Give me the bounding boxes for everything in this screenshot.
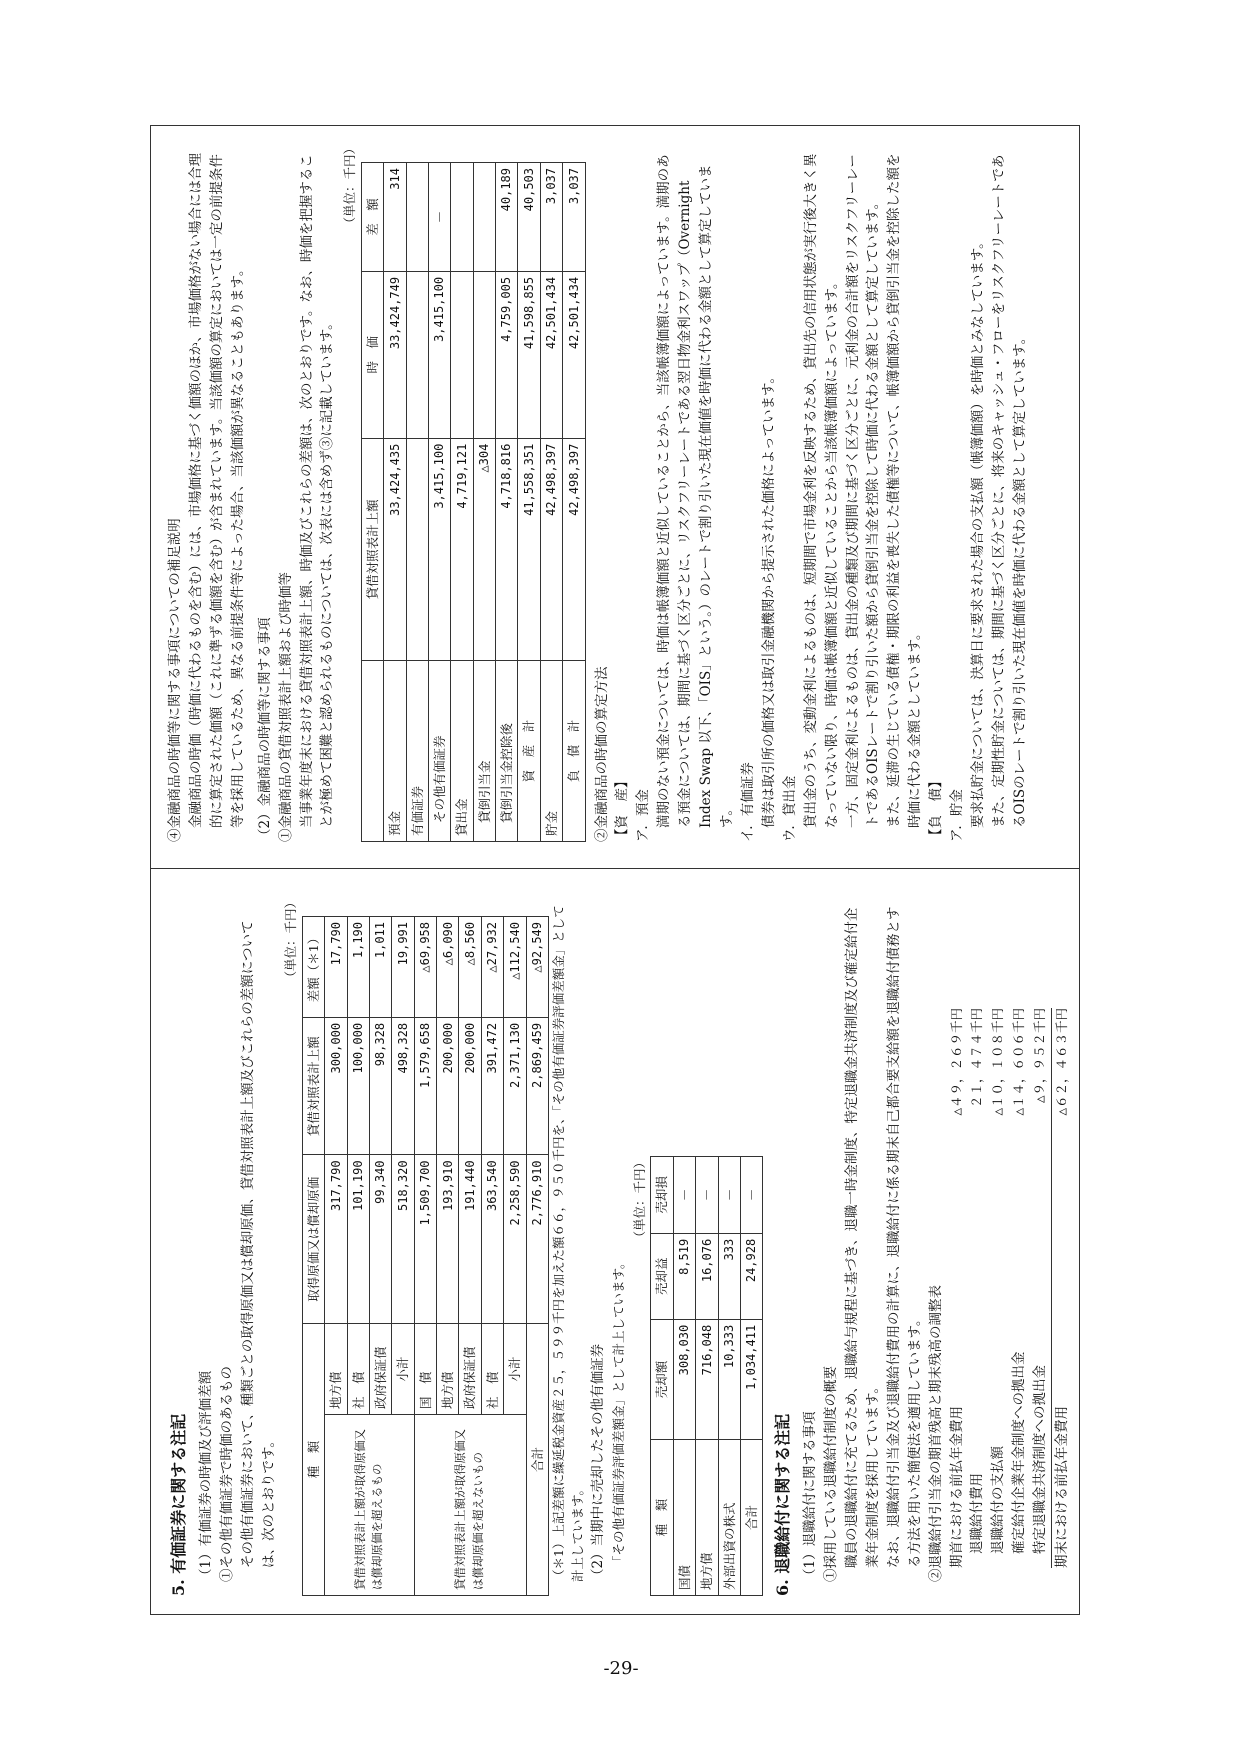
table-row <box>406 163 428 842</box>
unit-label: （単位：千円） <box>283 896 299 984</box>
right-column <box>165 142 1065 842</box>
section-6-title: 6. 退職給付に関する注記 <box>773 1413 793 1596</box>
r2-heading: （2）金融商品の時価等に関する事項 <box>256 617 273 842</box>
cell: 貸倒引当金 <box>473 661 495 842</box>
table-row <box>718 1157 740 1596</box>
cell: 16,076 <box>696 1233 718 1319</box>
cell: 1,190 <box>347 917 369 1018</box>
table-row <box>673 1157 695 1596</box>
adj-value: △４９，２６９千円 <box>948 1008 964 1116</box>
column-divider <box>151 868 1079 869</box>
s6-1a-text-1: 職員の退職給付に充てるため、退職給与規程に基づき、退職一時金制度、特定退職金共済制度及び確定給付企業年金制度を採用しています。 <box>843 907 881 1568</box>
securities-text: 債券は取引所の価格又は取引金融機関から提示された価格によっています。 <box>760 370 777 828</box>
cell: 小計 <box>392 1323 414 1414</box>
cell: △8,560 <box>459 917 481 1018</box>
cell: 外部出資の株式 <box>718 1440 740 1596</box>
group-label: 貸借対照表計上額が取得原価又は償却原価を超えるもの <box>325 1415 415 1596</box>
cell: 24,928 <box>740 1233 762 1319</box>
adj-label: 確定給付企業年金制度への拠出金 <box>1011 1351 1028 1554</box>
cell: 101,190 <box>347 1155 369 1323</box>
adj-value: ２１，４７４千円 <box>969 1008 985 1109</box>
cell: 99,340 <box>369 1155 391 1323</box>
cell: 社 債 <box>347 1323 369 1414</box>
deposit-heading: ア．預金 <box>635 789 652 842</box>
group-label: 貸借対照表計上額が取得原価又は償却原価を超えないもの <box>414 1415 526 1596</box>
table-row <box>451 163 473 842</box>
s5-2-heading: （2）当期中に売却したその他有価証券 <box>589 1343 606 1582</box>
cell: △6,090 <box>437 917 459 1018</box>
cell: 政府保証債 <box>459 1323 481 1414</box>
cell: 19,991 <box>392 917 414 1018</box>
list-item <box>1052 1008 1073 1568</box>
cell: 4,718,816 <box>496 438 518 660</box>
col-header: 種 類 <box>302 1323 324 1595</box>
table-total-row <box>526 917 548 1596</box>
cell: 41,598,855 <box>518 271 540 438</box>
cell: 2,869,459 <box>526 1017 548 1155</box>
cell <box>451 163 473 272</box>
cell: 42,501,434 <box>540 271 562 438</box>
left-column <box>165 896 1071 1596</box>
s5-1-heading: （1）有価証券の時価及び評価差額 <box>197 1370 214 1582</box>
table-header-row <box>302 917 324 1596</box>
cell: 317,790 <box>325 1155 347 1323</box>
savings-text-1: 要求払貯金については、決算日に要求された場合の支払額（帳簿価額）を時価とみなしています。 <box>970 235 987 828</box>
s6-1-heading: （1）退職給付に関する事項 <box>802 1411 819 1582</box>
cell: 40,189 <box>496 163 518 272</box>
r4-heading: ④金融商品の時価等に関する事項についての補足説明 <box>167 518 183 842</box>
cell: 地方債 <box>437 1323 459 1414</box>
cell: 40,503 <box>518 163 540 272</box>
asset-heading: 【資 産】 <box>614 774 631 842</box>
cell: 合計 <box>740 1440 762 1596</box>
s6-1a-heading: ①採用している退職給付制度の概要 <box>823 1366 839 1582</box>
table-row <box>496 163 518 842</box>
liability-heading: 【負 債】 <box>928 774 945 842</box>
adj-label: 期末における前払年金費用 <box>1054 1406 1071 1568</box>
adj-value: △９，９５２千円 <box>1032 1008 1048 1104</box>
securities-table <box>302 916 549 1596</box>
cell: 合計 <box>526 1323 548 1595</box>
cell: 4,719,121 <box>451 438 473 660</box>
r4-text: 金融商品の時価（時価に代わるものを含む）には、市場価格に基づく価額のほか、市場価格がない場合には合理的に算定された価額（これに準ずる価額を含む）が含まれています。当該価額の算定においては一定の前提条件等を採用しているため、異なる前提条件等によった場合、当該価額が異なることもあります。 <box>187 153 246 828</box>
cell: 33,424,435 <box>384 438 406 660</box>
cell: 716,048 <box>696 1319 718 1439</box>
fair-value-table <box>361 162 586 842</box>
s5-2-text: 「その他有価証券評価差額金」として計上しています。 <box>610 1256 626 1568</box>
col-header: 貸借対照表計上額 <box>361 438 383 660</box>
list-item <box>988 1008 1009 1568</box>
savings-heading: ア．貯金 <box>949 789 966 842</box>
cell: 391,472 <box>481 1017 503 1155</box>
table-total-row <box>740 1157 762 1596</box>
col-header: 取得原価又は償却原価 <box>302 1155 324 1323</box>
col-header: 売却益 <box>651 1233 673 1319</box>
cell <box>406 271 428 438</box>
note-1: （＊1）上記差額に繰延税金資産２５，５９９千円を加えた額６６，９５０千円を、「その他有価証券評価差額金」として計上しています。 <box>550 905 586 1582</box>
cell: 1,509,700 <box>414 1155 436 1323</box>
adj-value: △１４，６０６千円 <box>1011 1008 1027 1116</box>
cell <box>406 438 428 660</box>
cell: 地方債 <box>696 1440 718 1596</box>
cell: 100,000 <box>347 1017 369 1155</box>
cell: 200,000 <box>437 1017 459 1155</box>
cell: 3,037 <box>563 163 585 272</box>
adj-label: 退職給付費用 <box>969 1473 986 1554</box>
cell: － <box>696 1157 718 1234</box>
cell: 200,000 <box>459 1017 481 1155</box>
table-header-row <box>361 163 383 842</box>
adj-value: △１０，１０８千円 <box>990 1008 1006 1116</box>
cell: その他有価証券 <box>428 661 450 842</box>
list-item <box>1030 1008 1052 1568</box>
cell: 負 債 計 <box>563 661 585 842</box>
col-header: 売却損 <box>651 1157 673 1234</box>
cell: 333 <box>718 1233 740 1319</box>
col-header: 差 額 <box>361 163 383 272</box>
unit-label: （単位：千円） <box>342 142 358 230</box>
cell: △69,958 <box>414 917 436 1018</box>
s6-1a-text-2: なお、退職給付引当金及び退職給付費用の計算に、退職給付に係る期末自己都合要支給額を退職給付債務とする方法を用いた簡便法を適用しています。 <box>885 906 923 1568</box>
cell: 2,371,130 <box>504 1017 526 1155</box>
cell: 42,498,397 <box>563 438 585 660</box>
cell: 社 債 <box>481 1323 503 1414</box>
cell: 資 産 計 <box>518 661 540 842</box>
cell: 国 債 <box>414 1323 436 1414</box>
page-number: -29- <box>603 1658 639 1679</box>
cell: △304 <box>473 438 495 660</box>
cell: 10,333 <box>718 1319 740 1439</box>
cell: 貸倒引当金控除後 <box>496 661 518 842</box>
cell: △92,549 <box>526 917 548 1018</box>
cell: 308,030 <box>673 1319 695 1439</box>
cell: 33,424,749 <box>384 271 406 438</box>
unit-label-2: （単位：千円） <box>632 1156 648 1244</box>
cell: 8,519 <box>673 1233 695 1319</box>
cell: △27,932 <box>481 917 503 1018</box>
cell: 貯金 <box>540 661 562 842</box>
s5-1a-heading: ①その他有価証券で時価のあるもの <box>218 1366 235 1582</box>
col-header: 売却額 <box>651 1319 673 1439</box>
cell: 191,440 <box>459 1155 481 1323</box>
cell: 4,759,005 <box>496 271 518 438</box>
s6-1b-heading: ②退職給付引当金の期首残高と期末残高の調整表 <box>927 1285 944 1582</box>
col-header <box>361 661 383 842</box>
cell: 預金 <box>384 661 406 842</box>
loans-text-2: 一方、固定金利によるものは、貸出金の種類及び期間に基づく区分ごとに、元利金の合計額をリスクフリーレートであるOISレートで割り引いた額から貸倒引当金を控除して時価に代わる金額として算定しています。 <box>844 154 882 828</box>
table-row <box>473 163 495 842</box>
table-row <box>563 163 585 842</box>
sold-securities-table <box>650 1156 763 1596</box>
cell: － <box>673 1157 695 1234</box>
cell: 有価証券 <box>406 661 428 842</box>
r2-1-heading: ①金融商品の貸借対照表計上額および時価等 <box>277 572 294 842</box>
r2-1-text: 当事業年度末における貸借対照表計上額、時価及びこれらの差額は、次のとおりです。なお、時価を把握することが極めて困難と認められるものについては、次表には含めず③に記載しています。 <box>298 154 336 828</box>
cell: － <box>718 1157 740 1234</box>
cell: 2,258,590 <box>504 1155 526 1323</box>
table-row <box>414 917 436 1596</box>
list-item <box>967 1008 988 1568</box>
cell: 300,000 <box>325 1017 347 1155</box>
cell <box>473 271 495 438</box>
col-header: 種 類 <box>651 1440 673 1596</box>
adj-value: △６２，４６３千円 <box>1054 1008 1070 1116</box>
deposit-text: 満期のない預金については、時価は帳簿価額と近似していることから、当該帳簿価額によっています。満期のある預金については、期間に基づく区分ごとに、リスクフリーレートである翌日物金利スワップ（Overnight Index Swap 以下、「OIS」という。）のレートで割り引いた現在価値を時価に代わる金額として算定しています。 <box>656 154 736 828</box>
table-row <box>428 163 450 842</box>
adj-label: 期首における前払年金費用 <box>948 1406 965 1568</box>
cell: 3,037 <box>540 163 562 272</box>
s5-1a-text: その他有価証券において、種類ごとの取得原価又は償却原価、貸借対照表計上額及びこれらの差額については、次のとおりです。 <box>239 920 277 1568</box>
table-row <box>540 163 562 842</box>
cell: 3,415,100 <box>428 438 450 660</box>
list-item <box>947 1008 968 1568</box>
col-header: 時 価 <box>361 271 383 438</box>
cell: 17,790 <box>325 917 347 1018</box>
cell: 貸出金 <box>451 661 473 842</box>
r2-2-heading: ②金融商品の時価の算定方法 <box>593 666 610 842</box>
rotated-document-sheet <box>150 125 1080 1615</box>
loans-text-3: また、延滞の生じている債権・期限の利益を喪失した債権等について、帳簿価額から貸倒引当金を控除した額を時価に代わる金額としています。 <box>886 153 924 828</box>
securities-heading: イ．有価証券 <box>739 762 756 842</box>
table-header-row <box>651 1157 673 1596</box>
cell: 41,558,351 <box>518 438 540 660</box>
savings-text-2: また、定期性貯金については、期間に基づく区分ごとに、将来のキャッシュ・フローをリスクフリーレートであるOISのレートで割り引いた現在価値を時価に代わる金額として算定しています。 <box>991 154 1028 828</box>
cell: 1,579,658 <box>414 1017 436 1155</box>
table-row <box>696 1157 718 1596</box>
table-row <box>384 163 406 842</box>
loans-text-1: 貸出金のうち、変動金利によるものは、短期間で市場金利を反映するため、貸出先の信用状態が実行後大きく異なっていない限り、時価は帳簿価額と近似していることから当該帳簿価額によっています。 <box>802 153 840 828</box>
loans-heading: ウ．貸出金 <box>781 775 798 842</box>
col-header: 貸借対照表計上額 <box>302 1017 324 1155</box>
cell: 98,328 <box>369 1017 391 1155</box>
cell: 3,415,100 <box>428 271 450 438</box>
cell <box>473 163 495 272</box>
cell: 498,328 <box>392 1017 414 1155</box>
cell: △112,540 <box>504 917 526 1018</box>
cell: 363,540 <box>481 1155 503 1323</box>
cell <box>451 271 473 438</box>
table-row <box>518 163 540 842</box>
cell: 42,501,434 <box>563 271 585 438</box>
adj-label: 退職給付の支払額 <box>990 1446 1007 1554</box>
adj-label: 特定退職金共済制度への拠出金 <box>1032 1365 1049 1554</box>
table-row <box>325 917 347 1596</box>
cell: 1,011 <box>369 917 391 1018</box>
cell: 国債 <box>673 1440 695 1596</box>
cell: 314 <box>384 163 406 272</box>
cell: 小計 <box>504 1323 526 1414</box>
cell: 518,320 <box>392 1155 414 1323</box>
list-item <box>1009 1008 1030 1568</box>
cell: 地方債 <box>325 1323 347 1414</box>
cell: － <box>428 163 450 272</box>
cell: 政府保証債 <box>369 1323 391 1414</box>
cell: 193,910 <box>437 1155 459 1323</box>
section-5-title: 5. 有価証券に関する注記 <box>169 1413 188 1596</box>
cell: － <box>740 1157 762 1234</box>
cell: 2,776,910 <box>526 1155 548 1323</box>
adjustment-list <box>947 896 1074 1596</box>
cell: 42,498,397 <box>540 438 562 660</box>
cell <box>406 163 428 272</box>
cell: 1,034,411 <box>740 1319 762 1439</box>
col-header: 差額（＊1） <box>302 917 324 1018</box>
